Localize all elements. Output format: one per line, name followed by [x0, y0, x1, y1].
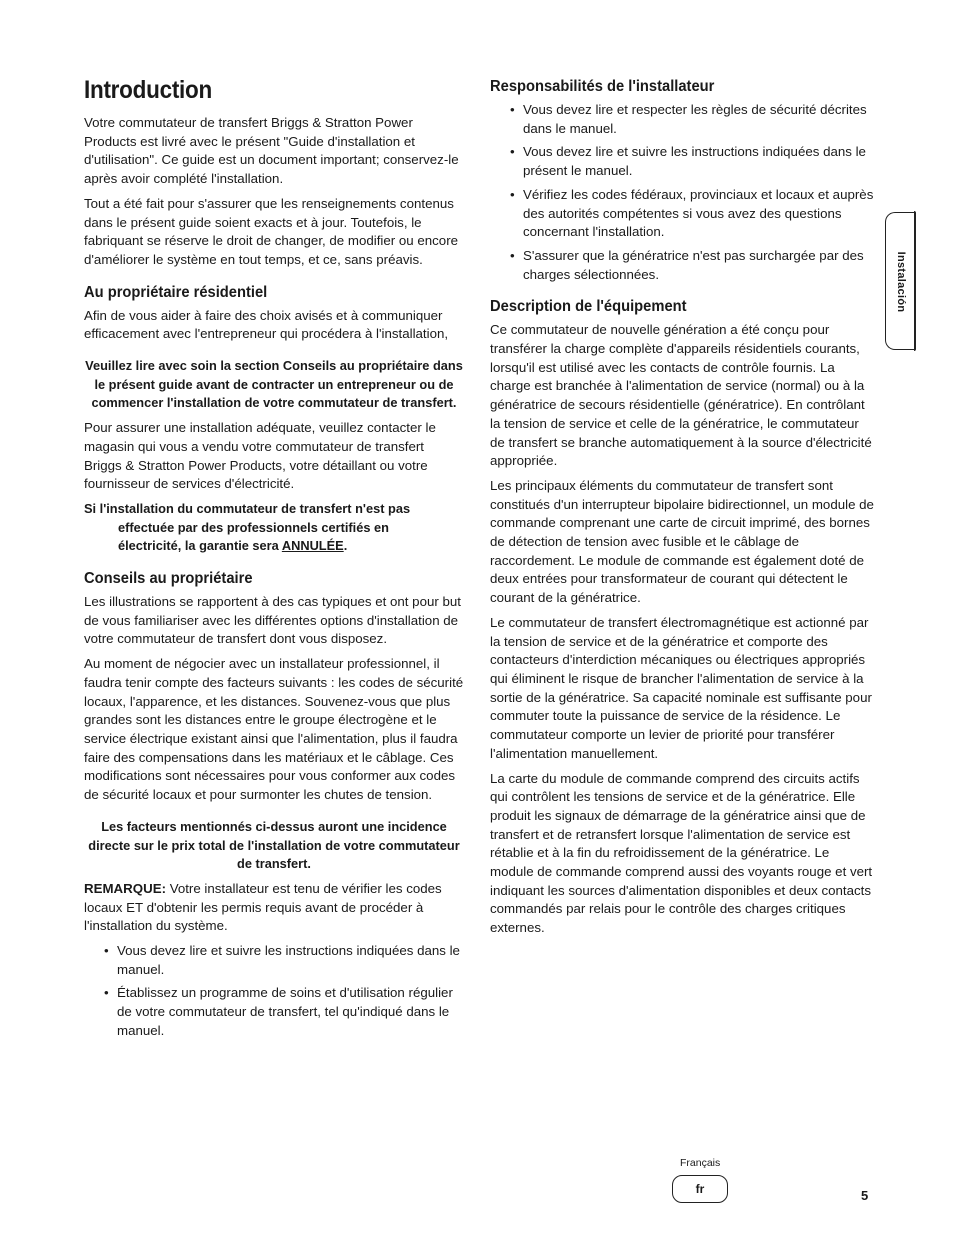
page-number: 5 [861, 1188, 869, 1203]
list-item: • Vous devez lire et suivre les instructions indiquées dans le manuel. [84, 942, 464, 979]
owner-heading: Au propriétaire résidentiel [84, 283, 268, 301]
owner-section [84, 284, 464, 556]
list-item: • Vous devez lire et suivre les instructions indiquées dans le présent le manuel. [490, 143, 874, 180]
warranty-void-word: ANNULÉE [281, 538, 344, 554]
intro-paragraph-1: Votre commutateur de transfert Briggs & Stratton Power Products est livré avec le présent "Guide d'installation et d'utilisation". Ce guide est un document important; conservez-le après avoir complété l'installation. [84, 115, 459, 187]
warranty-line-2: effectuée par des professionnels certifiés en [118, 519, 389, 535]
advice-section [84, 570, 464, 1040]
advice-paragraph-2: Au moment de négocier avec un installateur professionnel, il faudra tenir compte des facteurs suivants : les codes de sécurité locaux, l'apparence, et les distances. Souvenez-vous que plus grandes sont les distances entre le groupe électrogène et le service électrique existant ainsi que l'alimentation, plus il faudra faire des compensations dans les matériaux et le câblage. Ces modifications sont nécessaires pour vous conformer aux codes de sécurité locaux et pour surmonter les chutes de tension. [84, 656, 464, 803]
warranty-line-3-end: . [343, 538, 348, 554]
list-item: • Vérifiez les codes fédéraux, provinciaux et locaux et auprès des autorités compétentes si vous avez des questions concernant l'installation. [490, 186, 874, 242]
warranty-warning [84, 500, 464, 556]
language-code-badge: fr [672, 1175, 728, 1203]
warranty-line-1: Si l'installation du commutateur de transfert n'est pas [84, 500, 411, 516]
equipment-paragraph-3: Le commutateur de transfert électromagnétique est actionné par la tension de service et de la génératrice et comporte des contacteurs d'interdiction mécaniques ou électriques appropriés qui éliminent le risque de brancher l'alimentation de service à la sortie de la génératrice. Sa capacité nominale est suffisante pour commuter toute la puissance de service de la résidence. Le commutateur comporte un levier de priorité pour transférer l'alimentation manuellement. [490, 614, 872, 761]
note-text: Votre installateur est tenu de vérifier les codes locaux ET d'obtenir les permis requis avant de procéder à l'installation du système. [84, 880, 442, 934]
equipment-section [490, 298, 874, 938]
owner-notice: Veuillez lire avec soin la section Conseils au propriétaire dans le présent guide avant de contracter un entrepreneur ou de commencer l'installation de votre commutateur de transfert. [85, 358, 463, 411]
equipment-paragraph-1: Ce commutateur de nouvelle génération a été conçu pour transférer la charge complète d'appareils résidentiels courants, lorsqu'il est utilisé avec les contacts de contrôle fournis. La charge est branchée à l'alimentation de service (normal) ou à la génératrice de secours résidentielle (génératrice). En contrôlant la tension de service et celle de la génératrice, le commutateur de transfert se branche automatiquement à la source d'électricité appropriée. [490, 322, 872, 469]
equipment-paragraph-2: Les principaux éléments du commutateur de transfert sont constitués d'un interrupteur bipolaire bidirectionnel, un module de commande comprenant une carte de circuit imprimé, des bornes de détection de tension avec fusible et le câblage de raccordement. Le module de commande est également doté de deux entrées pour transformateur de courant qui détectent le courant de la génératrice. [490, 477, 874, 606]
page-title: Introduction [84, 76, 212, 104]
list-item: • Établissez un programme de soins et d'utilisation régulier de votre commutateur de transfert, tel qu'indiqué dans le manuel. [84, 984, 464, 1040]
warranty-line-3 [84, 537, 464, 556]
list-item: • Vous devez lire et respecter les règles de sécurité décrites dans le manuel. [490, 101, 874, 138]
language-label: Français [680, 1157, 721, 1169]
owner-bullet-list [84, 942, 464, 1041]
list-item: • S'assurer que la génératrice n'est pas surchargée par des charges sélectionnées. [490, 247, 874, 284]
advice-heading: Conseils au propriétaire [84, 570, 253, 588]
installer-bullet-list [490, 101, 874, 284]
advice-notice: Les facteurs mentionnés ci-dessus auront une incidence directe sur le prix total de l'installation de votre commutateur de transfert. [88, 818, 460, 872]
installer-heading: Responsabilités de l'installateur [490, 78, 715, 95]
section-side-tab [885, 212, 915, 350]
advice-paragraph-1: Les illustrations se rapportent à des cas typiques et ont pour but de vous familiariser avec les différentes options d'installation de votre commutateur de transfert dont vous disposez. [84, 594, 461, 647]
left-column [84, 76, 464, 1047]
warranty-line-3-text: électricité, la garantie sera [118, 538, 282, 554]
note-label: REMARQUE: [84, 880, 166, 896]
note-paragraph [84, 880, 464, 936]
side-tab-label: Instalación [895, 251, 907, 313]
owner-paragraph-1: Afin de vous aider à faire des choix avisés et à communiquer efficacement avec l'entrepreneur qui procédera à l'installation, [84, 307, 449, 342]
equipment-paragraph-4: La carte du module de commande comprend des circuits actifs qui contrôlent les tensions de service et de la génératrice. Elle produit les signaux de démarrage de la génératrice ainsi que de transfert et de retransfert lorsque l'alimentation de service est rétablie et à la fin du refroidissement de la génératrice. Le module de commande comprend aussi des voyants rouge et vert indiquant les sources d'alimentation disponibles et deux contacts commandés par relais pour le contrôle des charges critiques externes. [490, 770, 873, 936]
owner-paragraph-2: Pour assurer une installation adéquate, veuillez contacter le magasin qui vous a vendu votre commutateur de transfert Briggs & Stratton Power Products, votre détaillant ou votre fournisseur de services d'électricité. [84, 420, 436, 492]
right-column [490, 78, 874, 944]
intro-paragraph-2: Tout a été fait pour s'assurer que les renseignements contenus dans le présent guide soient exacts et à jour. Toutefois, le fabriquant se réserve le droit de changer, de modifier ou encore d'améliorer le système en tout temps, et ce, sans préavis. [84, 195, 459, 267]
equipment-heading: Description de l'équipement [490, 298, 687, 316]
